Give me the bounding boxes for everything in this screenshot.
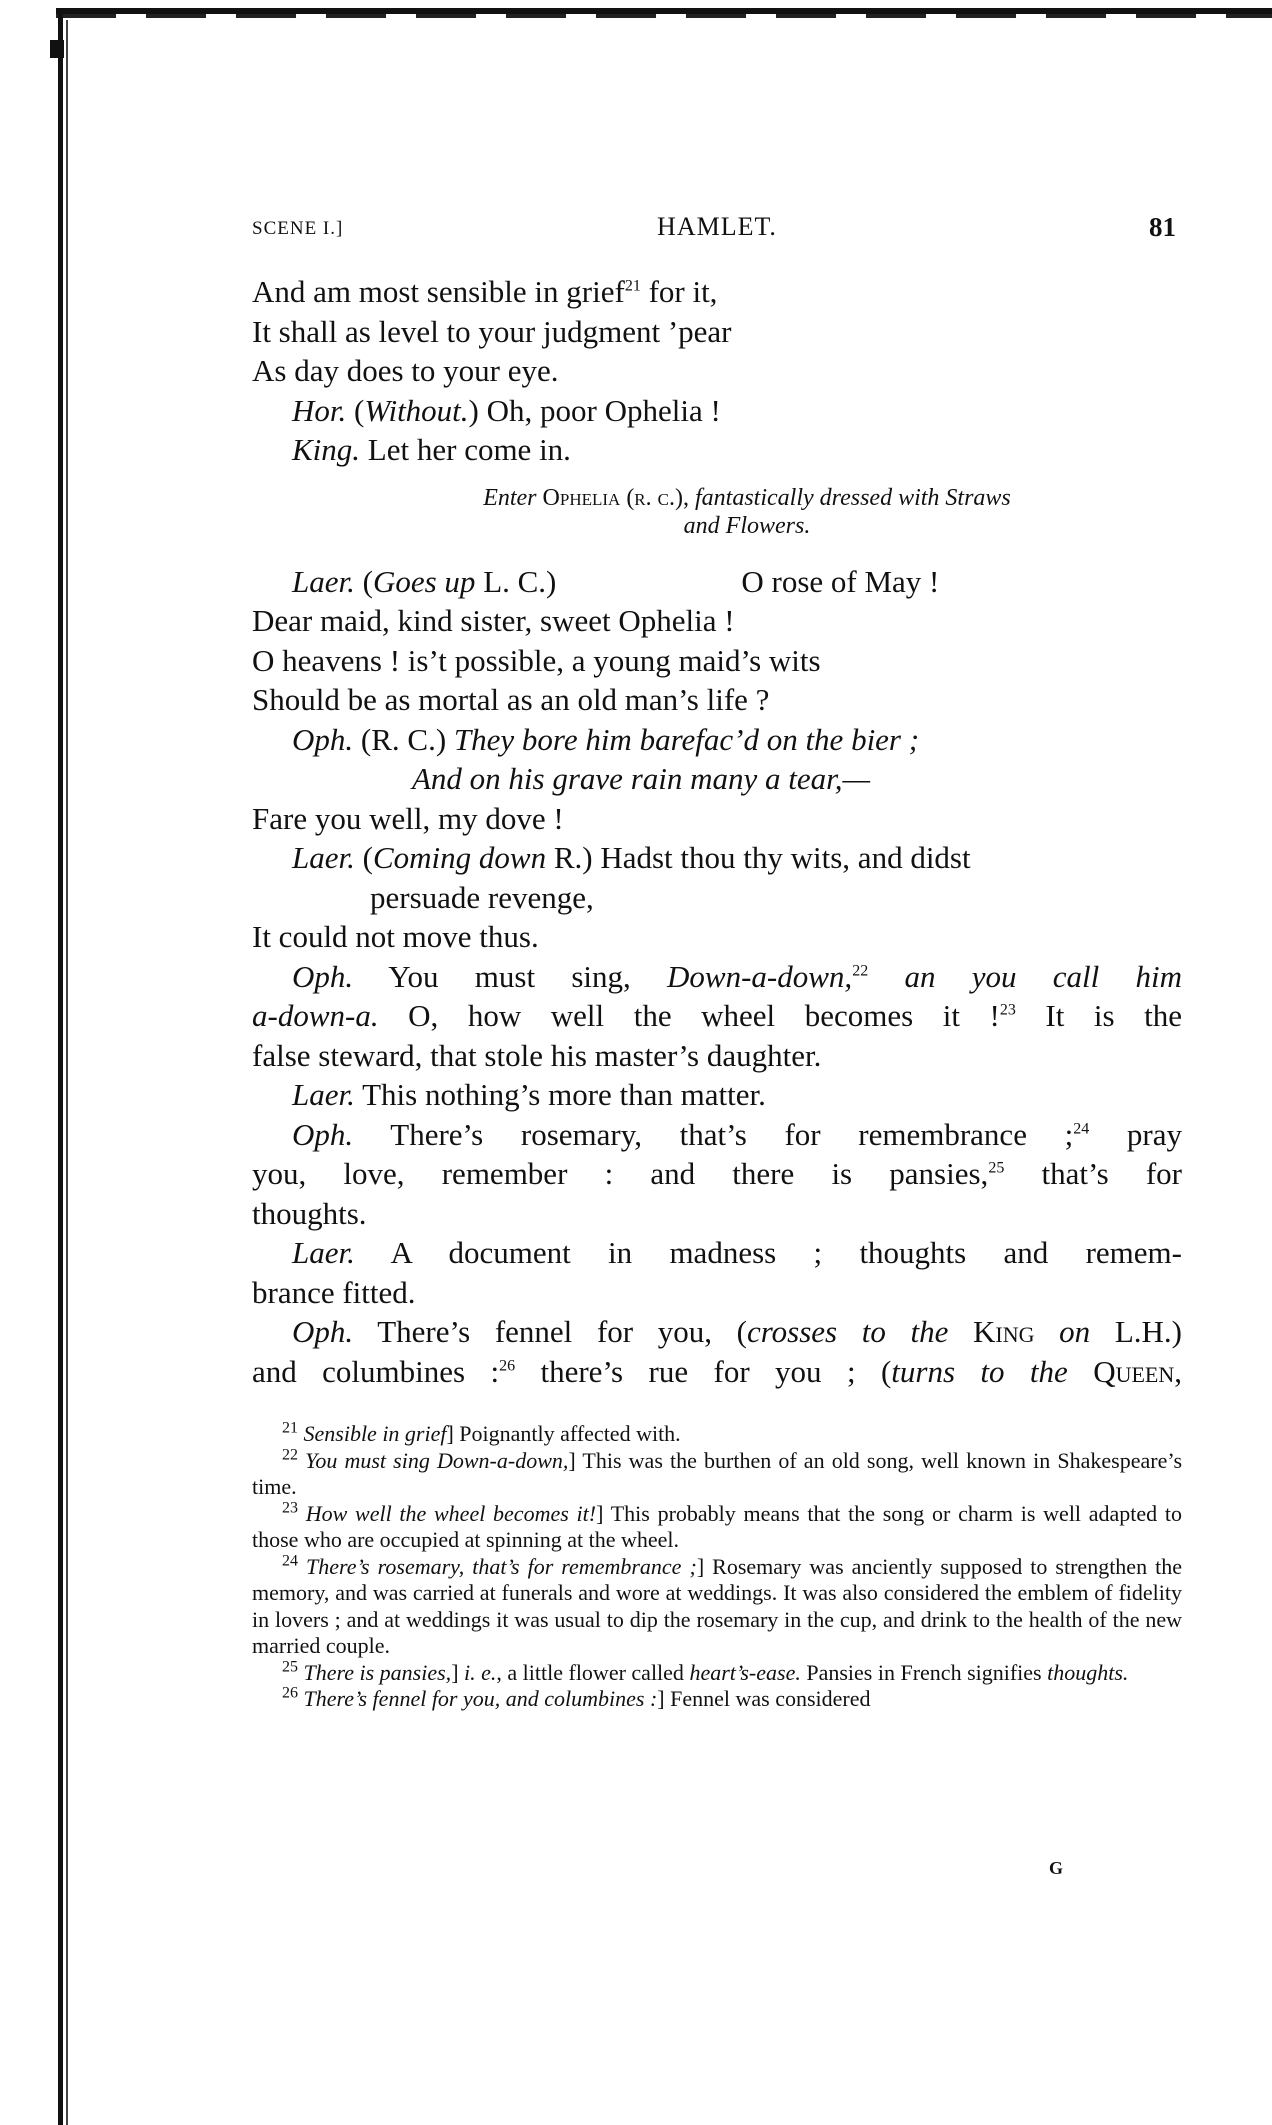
signature-mark: G xyxy=(1049,1858,1064,1878)
speech-ophelia: Oph. You must sing, Down-a-down,$^{22}$ an you call him xyxy=(292,958,1182,994)
speech-laertes: Laer. (Coming down R.) Hadst thou thy wits, and didst xyxy=(292,840,971,875)
speech-ophelia: Oph. There’s rosemary, that’s for remembrance ;$^{24}$ pray xyxy=(292,1116,1182,1152)
text-line: Fare you well, my dove ! xyxy=(252,800,564,836)
speech-horatio: Hor. (Without.) Oh, poor Ophelia ! xyxy=(292,392,721,428)
text-line: persuade revenge, xyxy=(370,879,594,915)
scan-edge-top-dashes xyxy=(56,14,1272,18)
footnote: $^{25}$ There is pansies,] i. e., a little flower called heart’s-ease. Pansies in French signifies thoughts. xyxy=(282,1658,1129,1685)
text-line: and columbines :$^{26}$ there’s rue for you ; (turns to the Queen, xyxy=(252,1353,1182,1389)
footnote: $^{23}$ How well the wheel becomes it!] This probably means that the song or charm is well adapted to those who are occupied at spinning at the wheel. xyxy=(252,1499,1183,1552)
stage-direction: Enter Ophelia (r. c.), fantastically dressed with Straws and Flowers. xyxy=(483,484,1011,539)
binding-mark xyxy=(50,40,64,58)
footnote: $^{26}$ There’s fennel for you, and columbines :] Fennel was considered xyxy=(282,1684,871,1711)
song-line: And on his grave rain many a tear,— xyxy=(412,761,871,796)
footnote: $^{21}$ Sensible in grief] Poignantly affected with. xyxy=(282,1419,681,1446)
book-page xyxy=(252,212,1183,1878)
binding-edge-inner xyxy=(66,20,68,2125)
text-line: It shall as level to your judgment ’pear xyxy=(252,313,732,349)
page-number: 81 xyxy=(1149,212,1176,242)
footnotes xyxy=(252,1421,1182,1713)
text-line: It could not move thus. xyxy=(252,919,539,954)
book-title: HAMLET. xyxy=(657,212,777,241)
speech-ophelia: Oph. (R. C.) They bore him barefac’d on the bier ; xyxy=(292,721,920,757)
binding-edge xyxy=(58,10,63,2125)
speech-laertes: Laer. (Goes up L. C.) O rose of May ! xyxy=(292,563,940,599)
text-line: you, love, remember : and there is pansies,$^{25}$ that’s for xyxy=(252,1156,1182,1191)
play-text xyxy=(252,272,1182,1391)
running-head xyxy=(252,212,1182,252)
footnote: $^{22}$ You must sing Down-a-down,] This was the burthen of an old song, well known in Shakespeare’s time. xyxy=(252,1446,1183,1499)
footnote: $^{24}$ There’s rosemary, that’s for remembrance ;] Rosemary was anciently supposed to strengthen the memory, and was carried at funerals and wore at weddings. It was also considered the emblem of fidelity in lovers ; and at weddings it was usual to dip the rosemary in the cup, and drink to the health of the new married couple. xyxy=(252,1552,1182,1658)
speech-ophelia: Oph. There’s fennel for you, (crosses to the King on L.H.) xyxy=(292,1314,1182,1349)
text-line: And am most sensible in grief$^{21}$ for it, xyxy=(252,274,718,309)
speech-laertes: Laer. This nothing’s more than matter. xyxy=(292,1077,766,1112)
text-line: a-down-a. O, how well the wheel becomes it !$^{23}$ It is the xyxy=(252,998,1182,1033)
text-line: brance fitted. xyxy=(252,1274,416,1310)
text-line: thoughts. xyxy=(252,1195,367,1231)
speech-king: King. Let her come in. xyxy=(292,432,571,467)
text-line: Should be as mortal as an old man’s life ? xyxy=(252,682,770,717)
text-line: false steward, that stole his master’s daughter. xyxy=(252,1037,822,1073)
text-line: O heavens ! is’t possible, a young maid’s wits xyxy=(252,642,821,678)
text-line: Dear maid, kind sister, sweet Ophelia ! xyxy=(252,603,735,638)
text-line: As day does to your eye. xyxy=(252,353,559,388)
speech-laertes: Laer. A document in madness ; thoughts and remem- xyxy=(292,1235,1182,1270)
scene-label: SCENE I.] xyxy=(252,218,344,239)
